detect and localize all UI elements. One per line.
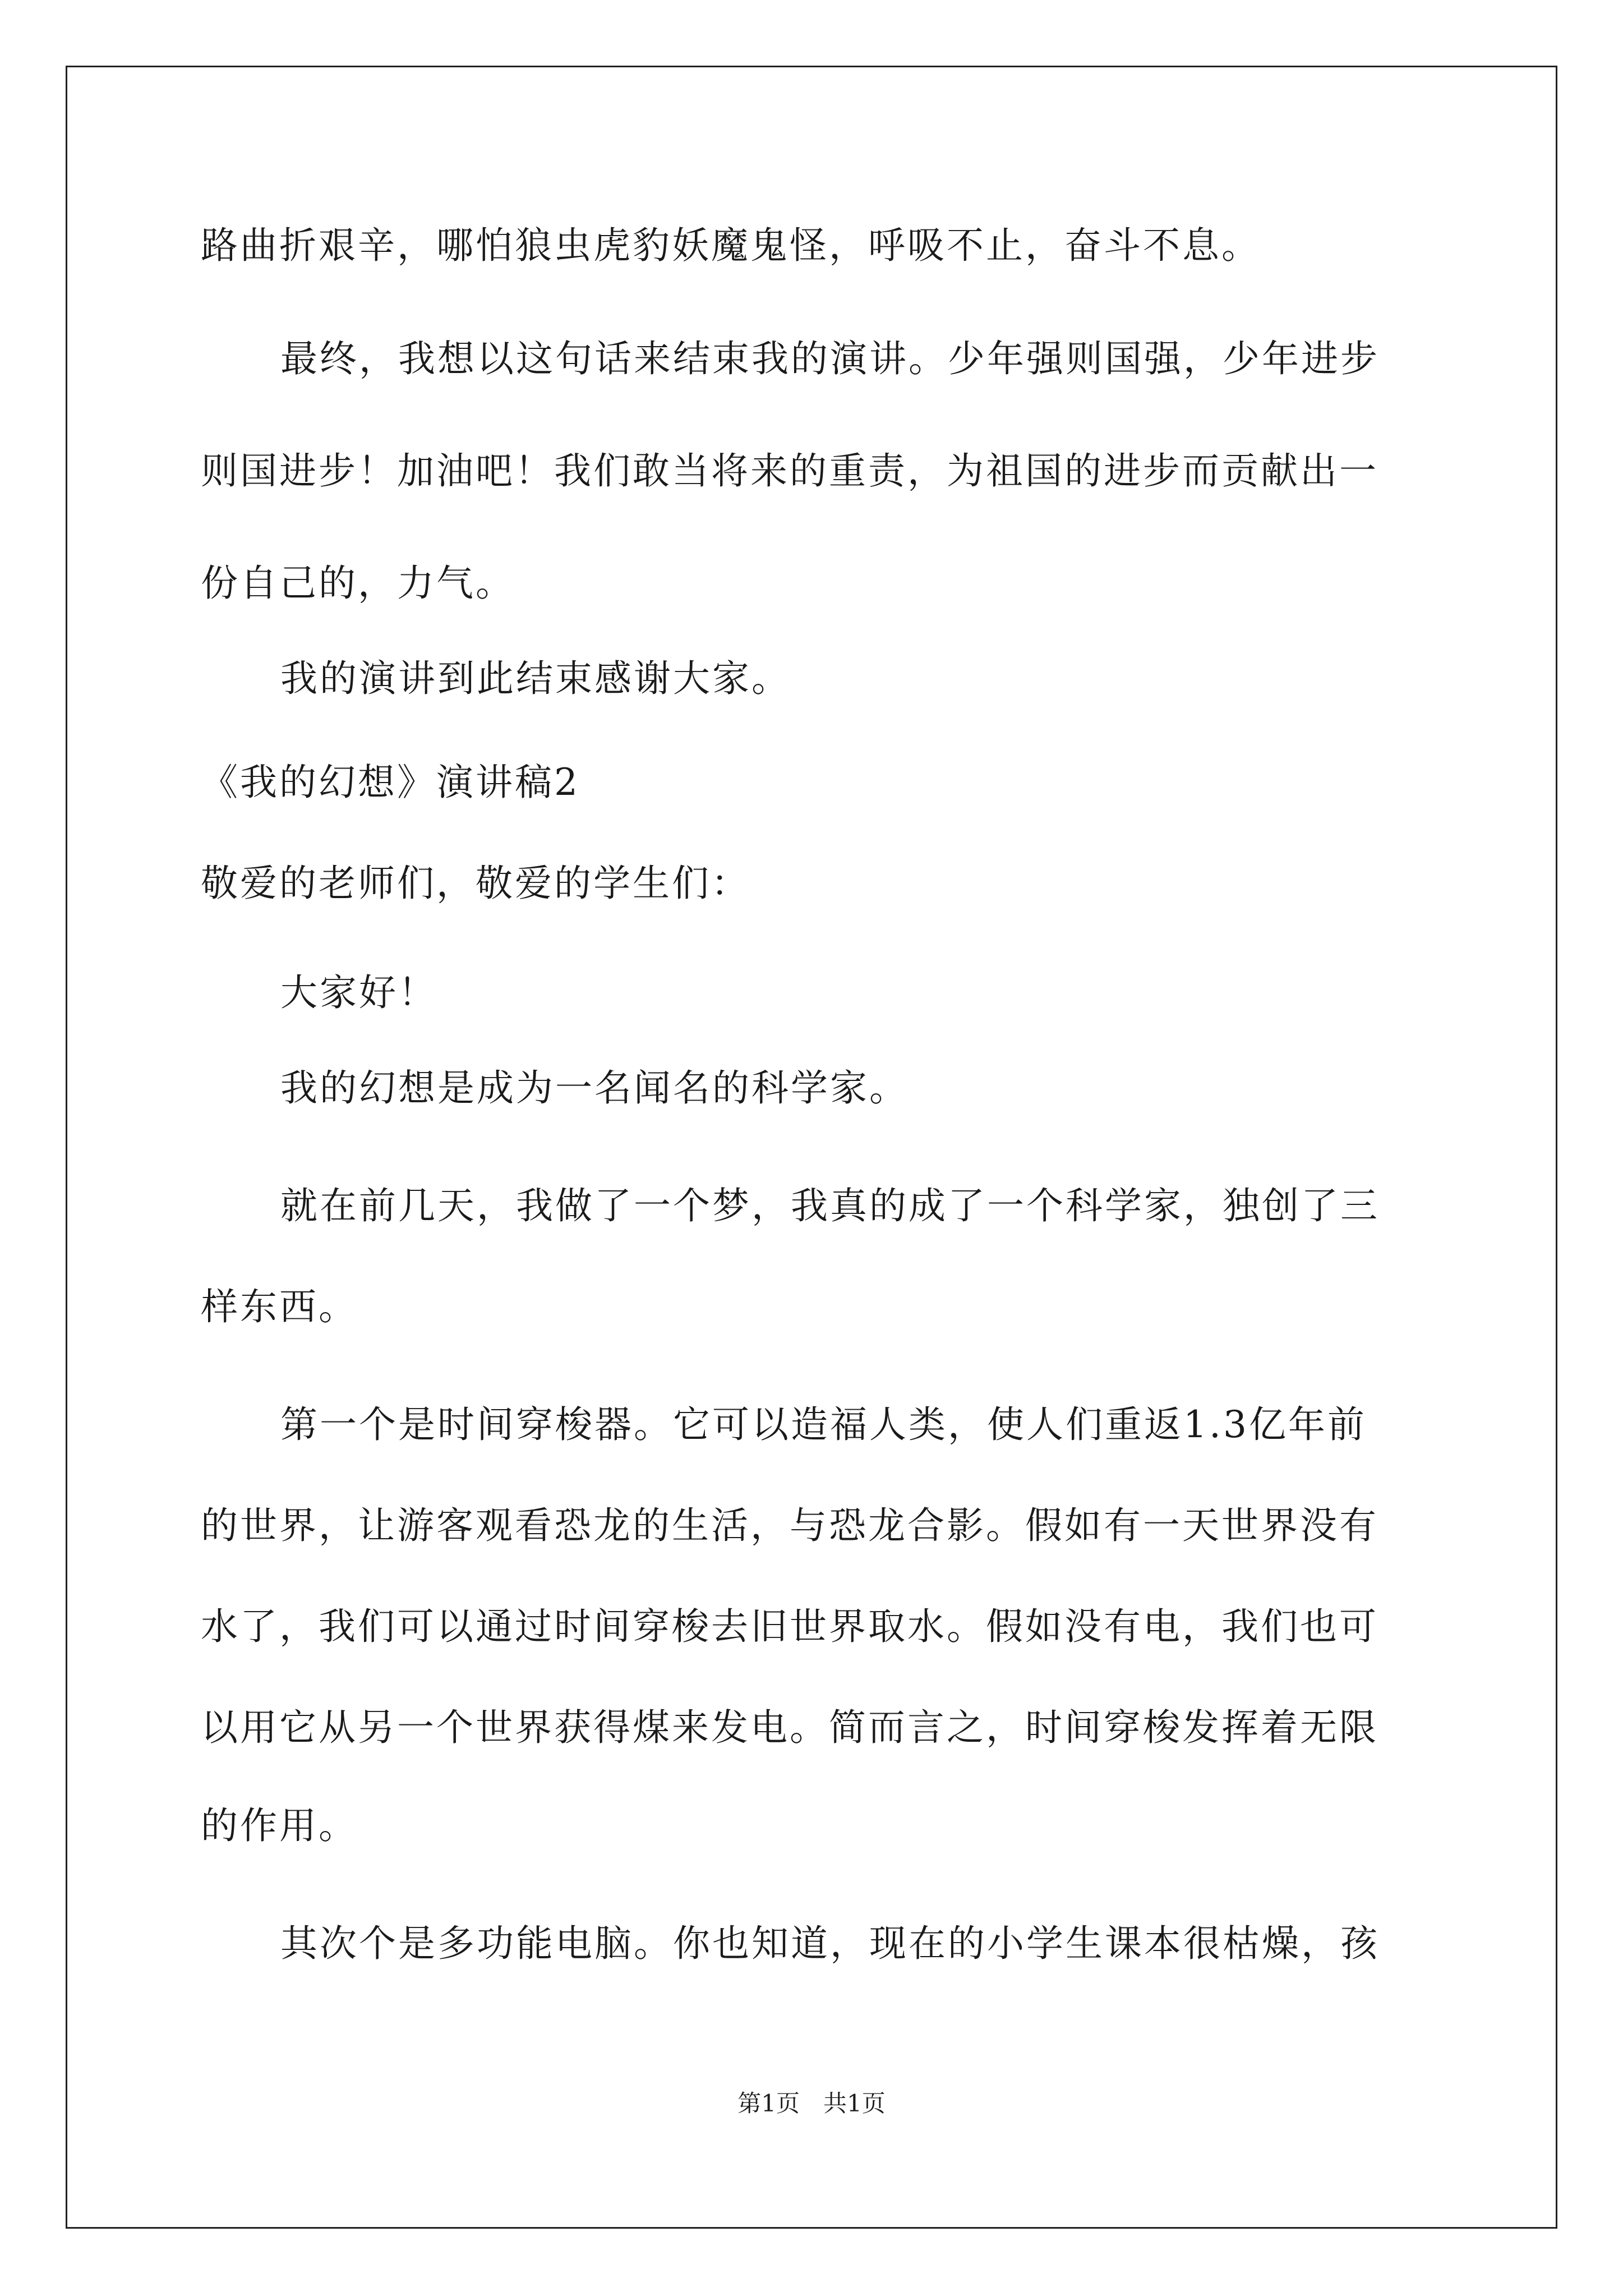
text-line: 的作用。 <box>201 1804 358 1847</box>
text-line: 我的演讲到此结束感谢大家。 <box>280 657 791 700</box>
text-line: 我的幻想是成为一名闻名的科学家。 <box>280 1066 909 1110</box>
text-line: 水了，我们可以通过时间穿梭去旧世界取水。假如没有电，我们也可 <box>201 1605 1378 1648</box>
text-line: 则国进步！加油吧！我们敢当将来的重责，为祖国的进步而贡献出一 <box>201 449 1378 493</box>
section-heading: 《我的幻想》演讲稿2 <box>201 761 580 804</box>
text-line: 路曲折艰辛，哪怕狼虫虎豹妖魔鬼怪，呼吸不止，奋斗不息。 <box>201 224 1261 267</box>
page-frame <box>66 66 1557 2229</box>
text-line: 其次个是多功能电脑。你也知道，现在的小学生课本很枯燥，孩 <box>280 1922 1380 1965</box>
text-line: 的世界，让游客观看恐龙的生活，与恐龙合影。假如有一天世界没有 <box>201 1504 1378 1547</box>
text-line: 最终，我想以这句话来结束我的演讲。少年强则国强，少年进步 <box>280 337 1380 380</box>
text-line: 就在前几天，我做了一个梦，我真的成了一个科学家，独创了三 <box>280 1184 1380 1227</box>
greeting: 大家好！ <box>280 971 437 1014</box>
text-line: 份自己的，力气。 <box>201 562 515 605</box>
salutation: 敬爱的老师们，敬爱的学生们： <box>201 862 750 905</box>
text-line: 第一个是时间穿梭器。它可以造福人类，使人们重返1.3亿年前 <box>280 1403 1367 1446</box>
page-footer: 第1页 共1页 <box>737 2090 886 2117</box>
text-line: 样东西。 <box>201 1285 358 1328</box>
text-line: 以用它从另一个世界获得煤来发电。简而言之，时间穿梭发挥着无限 <box>201 1706 1378 1749</box>
